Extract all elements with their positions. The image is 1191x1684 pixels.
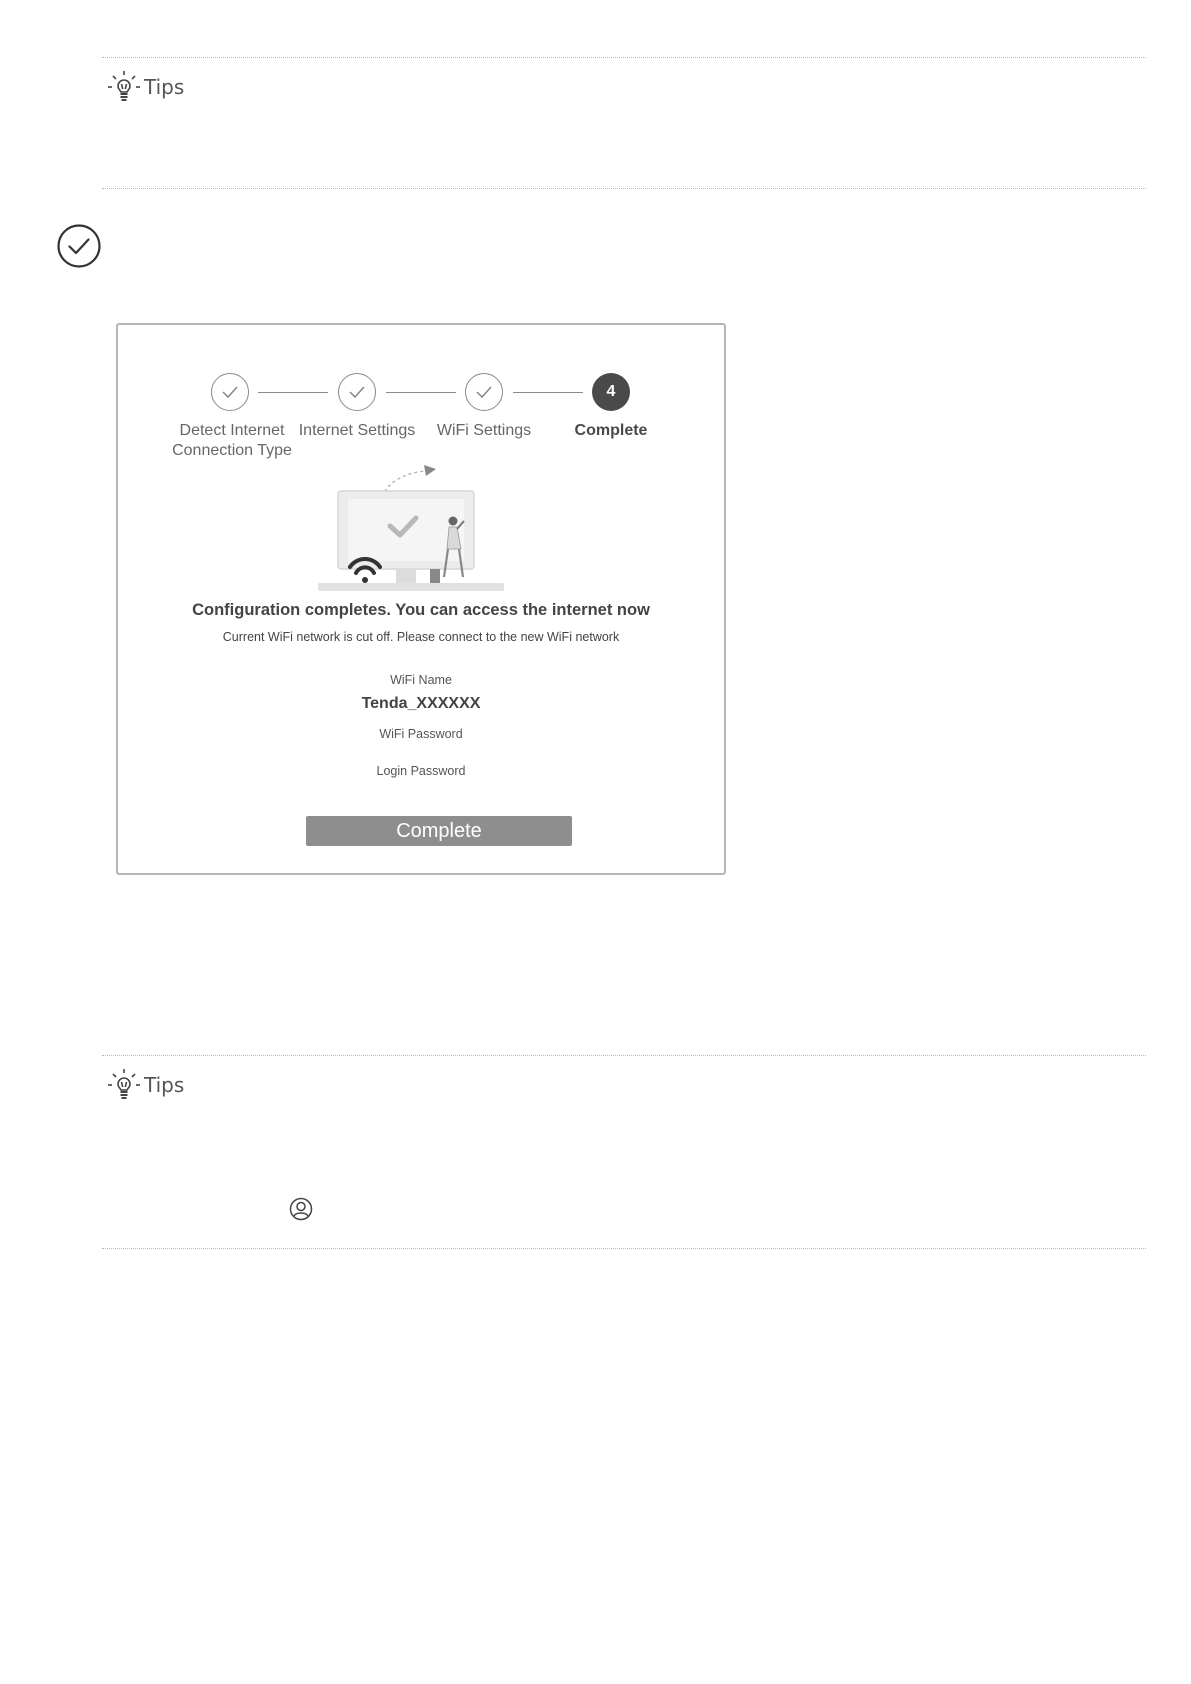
configuration-subheading: Current WiFi network is cut off. Please connect to the new WiFi network (222, 630, 620, 644)
login-password-label: Login Password (376, 764, 466, 778)
configuration-complete-panel (116, 323, 726, 875)
user-account-icon (289, 1197, 313, 1221)
tips-label: Tips (144, 1073, 185, 1097)
step-3-done (465, 373, 503, 411)
wifi-password-label: WiFi Password (379, 727, 463, 741)
check-icon (339, 374, 375, 410)
lightbulb-icon (106, 69, 142, 105)
step-connector (513, 392, 583, 393)
tips-label: Tips (144, 75, 185, 99)
tips-header-top (106, 69, 184, 105)
divider-top-2 (102, 188, 1146, 189)
wifi-name-value: Tenda_XXXXXX (361, 695, 481, 712)
check-circle-icon (56, 223, 102, 269)
step-connector (258, 392, 328, 393)
step-4-label: Complete (574, 422, 648, 439)
check-icon (212, 374, 248, 410)
step-2-label: Internet Settings (298, 422, 416, 439)
tips-header-bottom (106, 1067, 184, 1103)
lightbulb-icon (106, 1067, 142, 1103)
step-3-label: WiFi Settings (436, 422, 532, 439)
step-2-done (338, 373, 376, 411)
configuration-heading: Configuration completes. You can access the internet now (192, 601, 650, 619)
divider-top-1 (102, 57, 1146, 58)
configuration-complete-illustration (318, 463, 508, 597)
complete-button[interactable]: Complete (306, 816, 572, 846)
divider-bottom-1 (102, 1055, 1146, 1056)
wifi-name-label: WiFi Name (390, 673, 452, 687)
step-1-done (211, 373, 249, 411)
step-4-active: 4 (592, 373, 630, 411)
check-icon (466, 374, 502, 410)
divider-bottom-2 (102, 1248, 1146, 1249)
step-1-label: Detect Internet Connection Type (172, 422, 292, 459)
step-connector (386, 392, 456, 393)
